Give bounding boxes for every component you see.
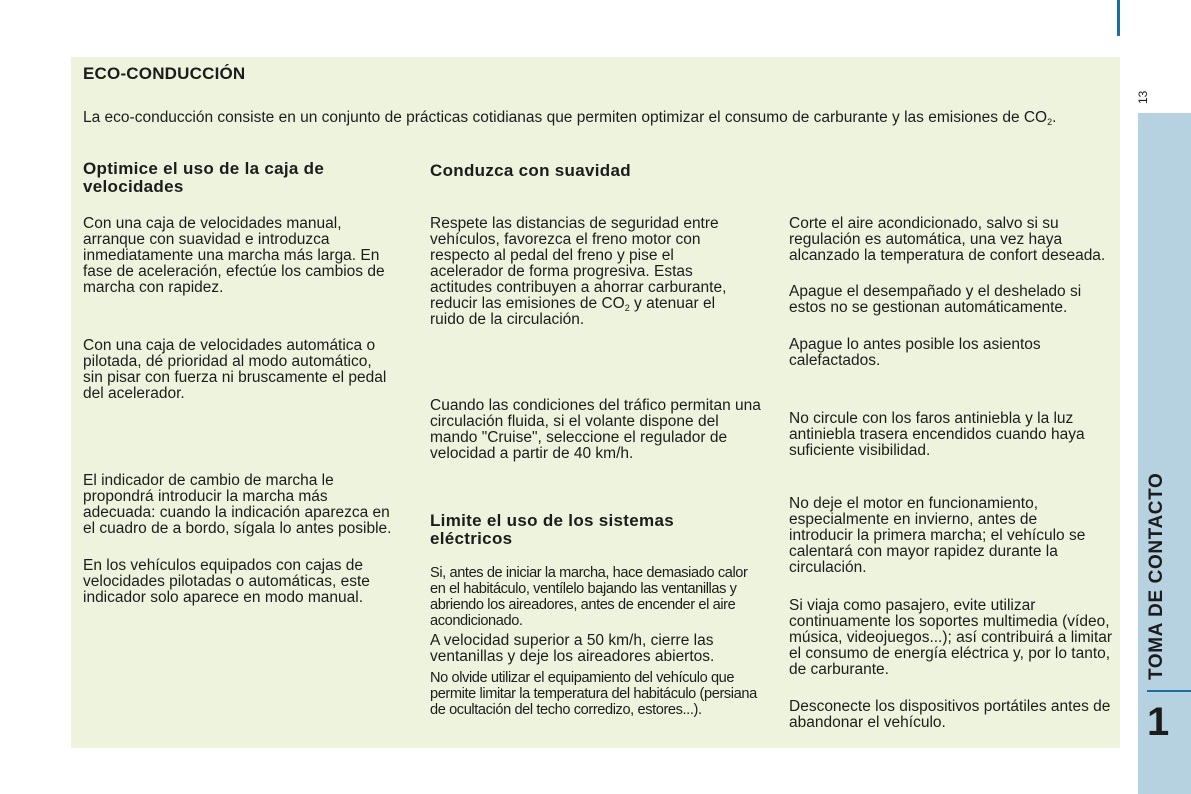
drive-paragraph-1: Respete las distancias de seguridad entre vehículos, favorezca el freno motor con respecto al pedal del freno y pise el acelerador de forma progresiva. Estas actitudes contribuyen a ahorrar carburante, reducir las emisiones de $CO_2$ y atenuar el ruido de la circulación. — [430, 215, 727, 328]
gearbox-paragraph-3: El indicador de cambio de marcha le propondrá introducir la marcha más adecuada: cuando la indicación aparezca en el cuadro de a bordo, sígala lo antes posible. — [83, 472, 392, 537]
top-accent-line — [1117, 0, 1120, 36]
tips-paragraph-4: No circule con los faros antiniebla y la luz antiniebla trasera encendidos cuando haya suficiente visibilidad. — [789, 410, 1085, 459]
drive-paragraph-2: Cuando las condiciones del tráfico permitan una circulación fluida, si el volante dispone del mando "Cruise", seleccione el regulador de velocidad a partir de 40 km/h. — [430, 397, 761, 462]
chapter-tab-line — [1147, 690, 1191, 692]
gearbox-paragraph-4: En los vehículos equipados con cajas de velocidades pilotadas o automáticas, este indicador solo aparece en modo manual. — [83, 557, 370, 606]
gearbox-paragraph-1: Con una caja de velocidades manual, arranque con suavidad e introduzca inmediatamente una marcha más larga. En fase de aceleración, efectúe los cambios de marcha con rapidez. — [83, 215, 385, 296]
tips-paragraph-6: Si viaja como pasajero, evite utilizar continuamente los soportes multimedia (vídeo, música, videojuegos...); así contribuirá a limitar el consumo de energía eléctrica y, por lo tanto, de carburante. — [789, 597, 1113, 678]
tips-paragraph-5: No deje el motor en funcionamiento, especialmente en invierno, antes de introducir la primera marcha; el vehículo se calentará con mayor rapidez durante la circulación. — [789, 495, 1086, 576]
tips-paragraph-3: Apague lo antes posible los asientos calefactados. — [789, 336, 1041, 369]
section-label: TOMA DE CONTACTO — [1146, 472, 1167, 680]
tips-paragraph-7: Desconecte los dispositivos portátiles antes de abandonar el vehículo. — [789, 698, 1111, 731]
electrical-paragraph-3: No olvide utilizar el equipamiento del vehículo que permite limitar la temperatura del habitáculo (persiana de ocultación del techo corredizo, estores...). — [430, 670, 757, 718]
electrical-paragraph-2: A velocidad superior a 50 km/h, cierre las ventanillas y deje los aireadores abiertos. — [430, 632, 715, 665]
page-title: ECO-CONDUCCIÓN — [83, 64, 246, 83]
chapter-number: 1 — [1147, 700, 1170, 744]
gearbox-paragraph-2: Con una caja de velocidades automática o pilotada, dé prioridad al modo automático, sin pisar con fuerza ni bruscamente el pedal del acelerador. — [83, 337, 387, 402]
heading-drive-smoothly: Conduzca con suavidad — [430, 161, 631, 180]
intro-paragraph: La eco-conducción consiste en un conjunto de prácticas cotidianas que permiten optimizar el consumo de carburante y las emisiones de $CO_2$. — [83, 109, 1057, 127]
page-number: 13 — [1136, 90, 1150, 104]
heading-gearbox: Optimice el uso de la caja de velocidades — [83, 159, 325, 196]
tips-paragraph-2: Apague el desempañado y el deshelado si estos no se gestionan automáticamente. — [789, 283, 1082, 316]
heading-electrical-systems: Limite el uso de los sistemas eléctricos — [430, 511, 674, 548]
tips-paragraph-1: Corte el aire acondicionado, salvo si su regulación es automática, una vez haya alcanzado la temperatura de confort deseada. — [789, 215, 1106, 264]
electrical-paragraph-1: Si, antes de iniciar la marcha, hace demasiado calor en el habitáculo, ventílelo bajando las ventanillas y abriendo los aireadores, antes de encender el aire acondicionado. — [430, 565, 748, 629]
